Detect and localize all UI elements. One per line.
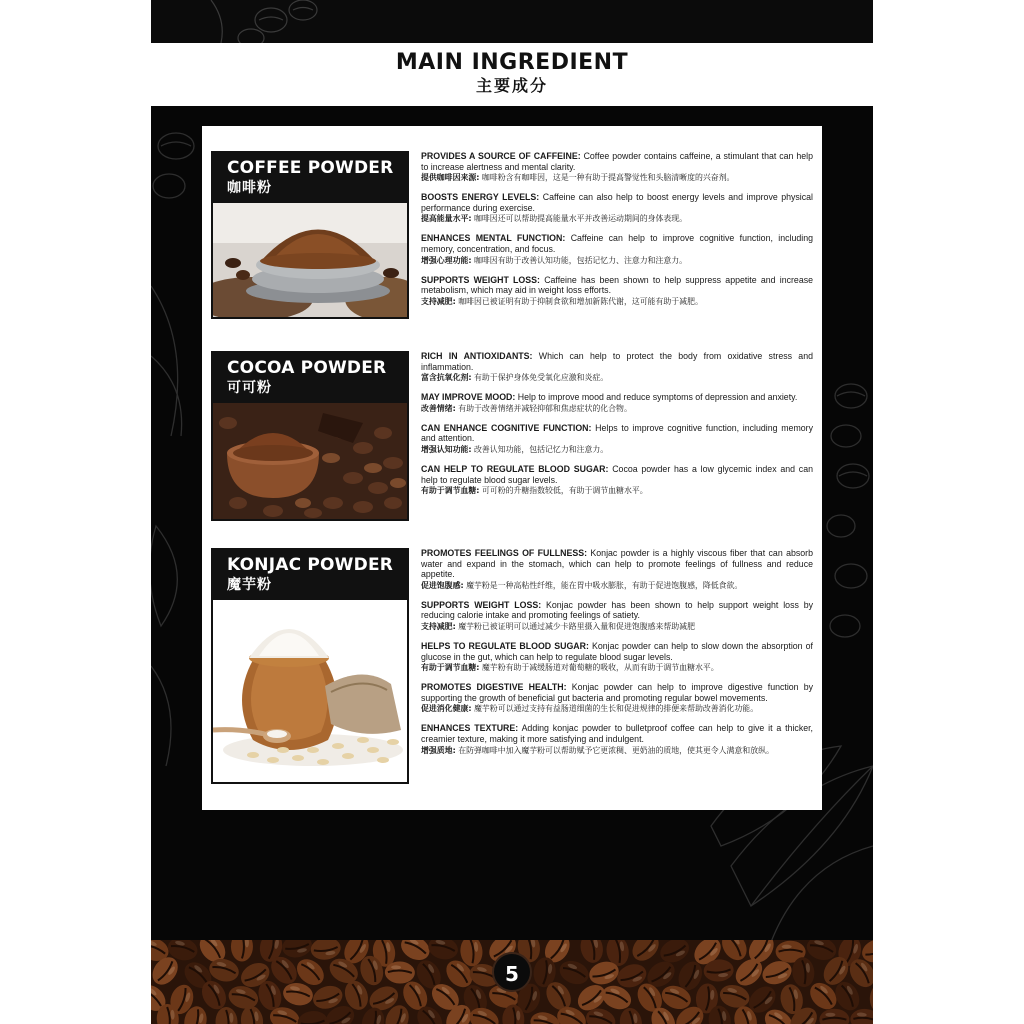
benefit-text-zh: 咖啡粉含有咖啡因，这是一种有助于提高警觉性和头脑清晰度的兴奋剂。: [481, 173, 735, 183]
benefit-title-zh: 提供咖啡因来源:: [421, 173, 480, 183]
benefit-title: RICH IN ANTIOXIDANTS:: [421, 351, 533, 361]
benefit-title: HELPS TO REGULATE BLOOD SUGAR:: [421, 640, 589, 651]
ingredient-card: [202, 126, 822, 810]
benefit-text: Konjac powder is a highly viscous fiber that can absorb water and expand in the stomach, which can help to promote feelings of fullness and reduce appetite.: [421, 548, 813, 580]
page-title-en: MAIN INGREDIENT: [395, 50, 629, 75]
benefit-title-zh: 改善情绪:: [421, 403, 456, 413]
konjac-powder-panel: [211, 548, 409, 784]
benefit-title-zh: 增强认知功能:: [421, 444, 472, 454]
coffee-bean-outline-icon: [151, 0, 873, 43]
benefit-text: Help to improve mood and reduce symptoms of depression and anxiety.: [517, 392, 798, 403]
benefit-text: Konjac powder can help to slow down the absorption of glucose in the gut, which can help to regulate blood sugar levels.: [421, 640, 813, 662]
benefit-item: [421, 423, 813, 455]
benefit-title-zh: 富含抗氧化剂:: [421, 373, 472, 383]
benefit-item: [421, 723, 813, 755]
cocoa-benefits-list: [421, 351, 813, 505]
page-title-zh: 主要成分: [475, 76, 548, 95]
benefit-item: [421, 682, 813, 714]
benefit-title-zh: 增强心理功能:: [421, 255, 472, 265]
benefit-title-zh: 提高能量水平:: [421, 214, 472, 224]
benefit-item: [421, 548, 813, 591]
konjac-powder-image: [213, 600, 407, 782]
benefit-title-zh: 支持减肥:: [421, 621, 456, 631]
cocoa-powder-label: [213, 353, 407, 403]
benefit-title-zh: 促进消化健康:: [421, 704, 472, 714]
benefit-title-zh: 促进饱腹感:: [421, 580, 464, 590]
benefit-text-zh: 咖啡因有助于改善认知功能，包括记忆力、注意力和注意力。: [474, 255, 688, 265]
benefit-text: Adding konjac powder to bulletproof coffee can help to give it a thicker, creamier texture, making it more satisfying and indulgent.: [421, 723, 814, 744]
benefit-text-zh: 魔芋粉可以通过支持有益肠道细菌的生长和促进规律的排便来帮助改善消化功能。: [474, 704, 759, 714]
benefit-item: [421, 151, 813, 183]
benefit-text-zh: 在防弹咖啡中加入魔芋粉可以帮助赋予它更浓稠、更奶油的质地，使其更令人满意和放纵。: [458, 745, 774, 755]
benefit-title: PROMOTES FEELINGS OF FULLNESS:: [421, 548, 588, 558]
benefit-item: [421, 192, 813, 224]
cocoa-powder-name-en: COCOA POWDER: [227, 358, 387, 378]
benefit-item: [421, 233, 813, 265]
benefit-text-zh: 魔芋粉是一种高粘性纤维，能在胃中吸水膨胀，有助于促进饱腹感，降低食欲。: [466, 580, 743, 590]
page-number: 5: [492, 952, 532, 992]
cocoa-powder-image: [213, 403, 407, 519]
benefit-text: Konjac powder can help to improve digestive function by supporting the growth of beneficial gut bacteria and promoting regular bowel movements.: [421, 682, 814, 703]
coffee-powder-name-en: COFFEE POWDER: [227, 158, 394, 178]
benefit-title: PROMOTES DIGESTIVE HEALTH:: [421, 682, 567, 693]
benefit-item: [421, 600, 813, 632]
benefit-text-zh: 魔芋粉有助于减缓肠道对葡萄糖的吸收，从而有助于调节血糖水平。: [481, 663, 719, 673]
benefit-title: SUPPORTS WEIGHT LOSS:: [421, 274, 540, 285]
benefit-title: CAN ENHANCE COGNITIVE FUNCTION:: [421, 422, 592, 433]
benefit-text-zh: 有助于保护身体免受氧化应激和炎症。: [474, 373, 609, 383]
benefit-item: [421, 392, 813, 414]
benefit-text-zh: 咖啡因已被证明有助于抑制食欲和增加新陈代谢，这可能有助于减肥。: [458, 296, 703, 306]
benefit-title: CAN HELP TO REGULATE BLOOD SUGAR:: [421, 463, 609, 474]
benefit-title: MAY IMPROVE MOOD:: [421, 392, 516, 403]
benefit-text: Caffeine can also help to boost energy levels and improve physical performance during exercise.: [421, 192, 813, 213]
benefit-item: [421, 275, 813, 307]
benefit-text: Konjac powder has been shown to help support weight loss by reducing calorie intake and promoting feelings of satiety.: [421, 599, 813, 621]
benefit-text-zh: 咖啡因还可以帮助提高能量水平并改善运动期间的身体表现。: [474, 214, 688, 224]
benefit-title-zh: 增强质地:: [421, 745, 456, 755]
page-title: [151, 50, 873, 96]
benefit-text: Cocoa powder has a low glycemic index and can help to regulate blood sugar levels.: [421, 463, 813, 485]
cocoa-powder-panel: [211, 351, 409, 521]
coffee-powder-image: [213, 203, 407, 317]
benefit-text-zh: 有助于改善情绪并减轻抑郁和焦虑症状的化合物。: [458, 403, 632, 413]
benefit-title: BOOSTS ENERGY LEVELS:: [421, 192, 540, 203]
benefit-text-zh: 魔芋粉已被证明可以通过减少卡路里摄入量和促进饱腹感来帮助减肥: [458, 621, 695, 631]
benefit-item: [421, 351, 813, 383]
coffee-powder-panel: [211, 151, 409, 319]
benefit-text-zh: 可可粉的升糖指数较低，有助于调节血糖水平。: [481, 486, 648, 496]
benefit-text-zh: 改善认知功能，包括记忆力和注意力。: [474, 444, 609, 454]
benefit-item: [421, 464, 813, 496]
benefit-title-zh: 有助于调节血糖:: [421, 663, 480, 673]
konjac-powder-label: [213, 550, 407, 600]
benefit-title-zh: 有助于调节血糖:: [421, 486, 480, 496]
benefit-title: ENHANCES TEXTURE:: [421, 723, 519, 734]
benefit-text: Helps to improve cognitive function, including memory and attention.: [421, 422, 814, 444]
top-decor-band: [151, 0, 873, 43]
konjac-powder-name-en: KONJAC POWDER: [227, 555, 394, 575]
benefit-text: Caffeine has been shown to help suppress appetite and increase metabolism, which may aid in weight loss efforts.: [421, 274, 814, 296]
coffee-benefits-list: [421, 151, 813, 316]
benefit-title-zh: 支持减肥:: [421, 296, 456, 306]
benefit-title: PROVIDES A SOURCE OF CAFFEINE:: [421, 151, 581, 161]
benefit-text: Which can help to protect the body from oxidative stress and inflammation.: [421, 351, 813, 372]
benefit-title: ENHANCES MENTAL FUNCTION:: [421, 233, 566, 244]
cocoa-powder-name-zh: 可可粉: [227, 380, 272, 396]
benefit-item: [421, 641, 813, 673]
konjac-benefits-list: [421, 548, 813, 765]
coffee-powder-label: [213, 153, 407, 203]
coffee-powder-name-zh: 咖啡粉: [227, 180, 272, 196]
benefit-text: Coffee powder contains caffeine, a stimulant that can help to increase alertness and mental clarity.: [421, 151, 813, 172]
benefit-text: Caffeine can help to improve cognitive function, including memory, concentration, and focus.: [421, 233, 813, 254]
konjac-powder-name-zh: 魔芋粉: [227, 577, 272, 593]
benefit-title: SUPPORTS WEIGHT LOSS:: [421, 599, 542, 610]
